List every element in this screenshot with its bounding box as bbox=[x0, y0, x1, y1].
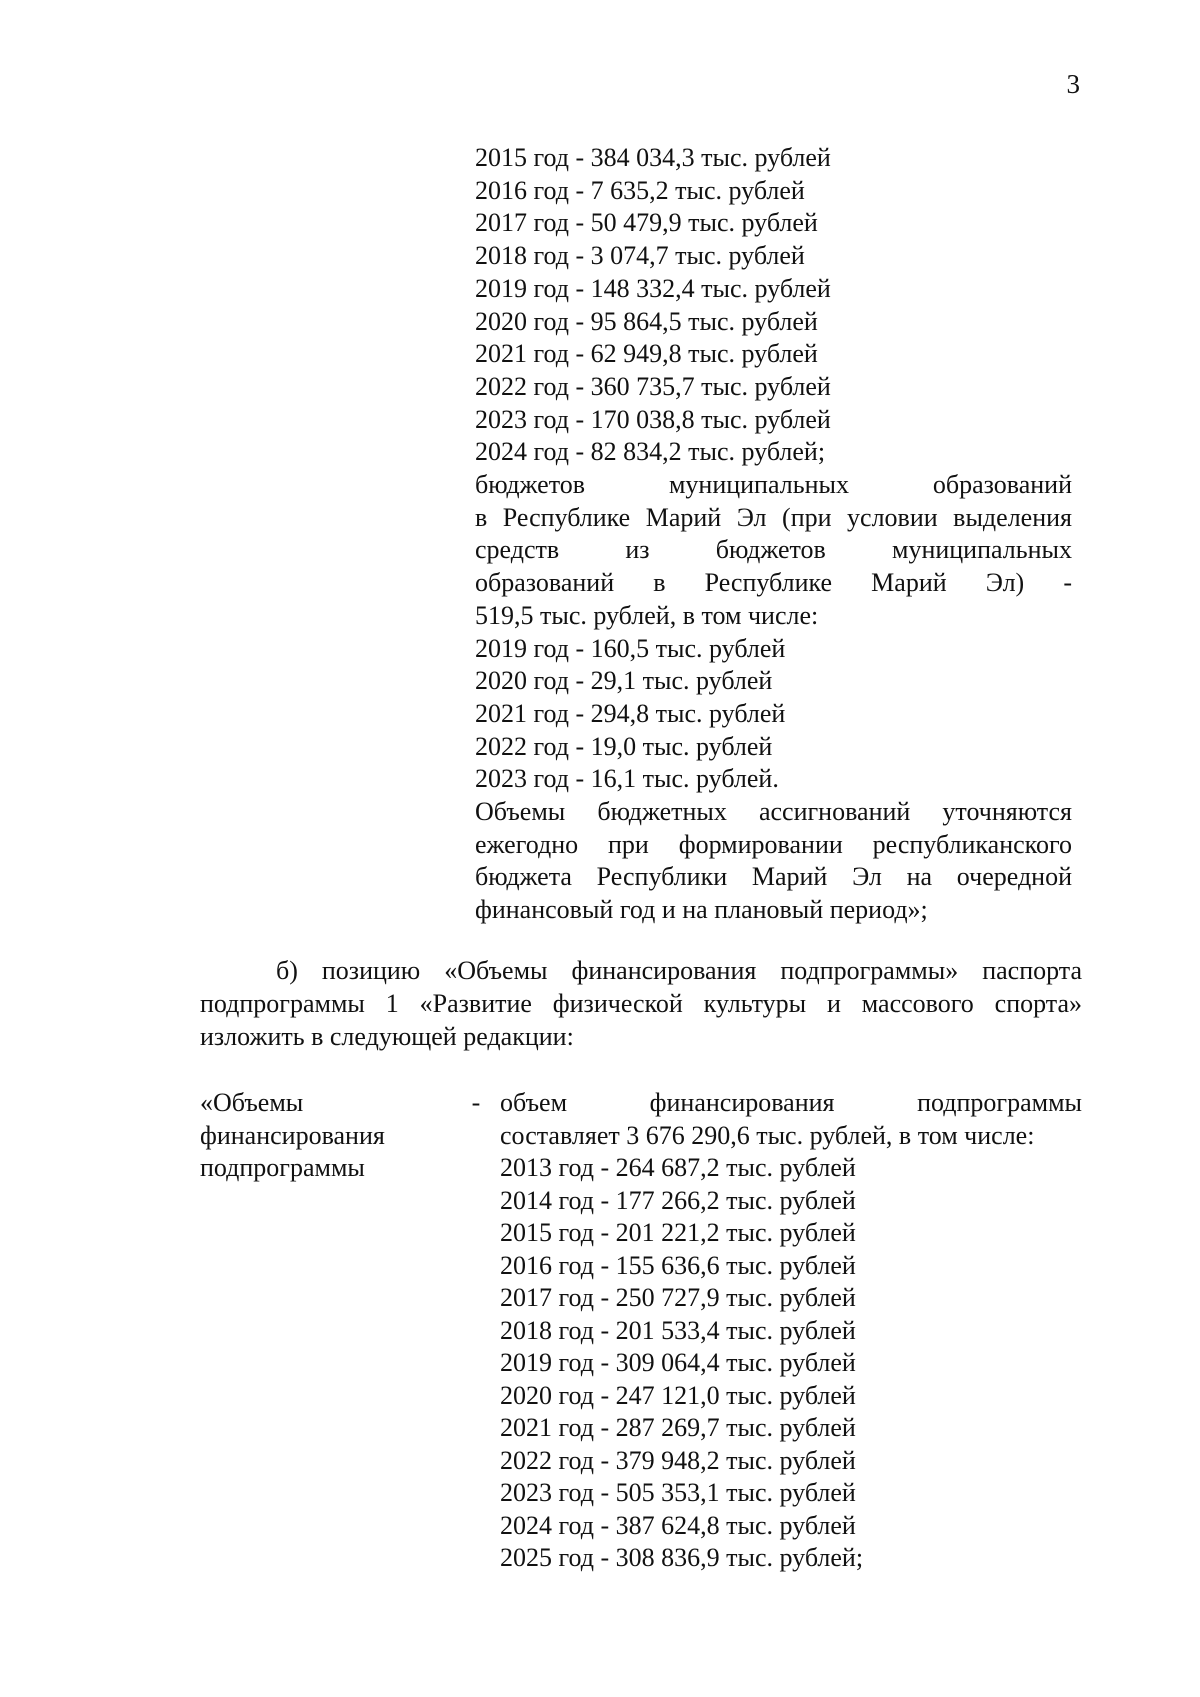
section-label-line: «Объемы bbox=[200, 1088, 304, 1117]
year-line: 2023 год - 16,1 тыс. рублей. bbox=[475, 764, 779, 794]
funding-continuation-block bbox=[475, 142, 1072, 927]
year-line: 2022 год - 360 735,7 тыс. рублей bbox=[475, 371, 831, 401]
year-line: 2015 год - 384 034,3 тыс. рублей bbox=[475, 143, 831, 172]
year-line: 2017 год - 50 479,9 тыс. рублей bbox=[475, 208, 818, 238]
year-line: 2020 год - 95 864,5 тыс. рублей bbox=[475, 306, 818, 336]
section-dash: - bbox=[471, 1088, 481, 1117]
year-line: 2015 год - 201 221,2 тыс. рублей bbox=[500, 1218, 856, 1247]
closing-text-line: ежегодно при формировании республиканского bbox=[475, 829, 1072, 859]
year-line: 2021 год - 62 949,8 тыс. рублей bbox=[475, 339, 818, 369]
section-intro-line: объем финансирования подпрограммы bbox=[500, 1088, 1082, 1117]
closing-text-line: финансовый год и на плановый период»; bbox=[475, 895, 928, 925]
section-label-line: финансирования bbox=[200, 1120, 385, 1150]
paragraph-b-text: б) позицию «Объемы финансирования подпрограммы» паспорта подпрограммы 1 «Развитие физической культуры и массового спорта» изложить в следующей редакции: bbox=[200, 956, 1082, 1051]
year-line: 2022 год - 19,0 тыс. рублей bbox=[475, 731, 773, 761]
year-line: 2017 год - 250 727,9 тыс. рублей bbox=[500, 1283, 856, 1312]
municipal-text-line: в Республике Марий Эл (при условии выделения bbox=[475, 502, 1072, 532]
municipal-text-line: бюджетов муниципальных образований bbox=[475, 470, 1072, 500]
year-line: 2022 год - 379 948,2 тыс. рублей bbox=[500, 1445, 856, 1475]
year-line: 2018 год - 201 533,4 тыс. рублей bbox=[500, 1315, 856, 1345]
year-line: 2025 год - 308 836,9 тыс. рублей; bbox=[500, 1543, 864, 1572]
closing-text-line: бюджета Республики Марий Эл на очередной bbox=[475, 862, 1072, 892]
year-line: 2016 год - 155 636,6 тыс. рублей bbox=[500, 1250, 856, 1280]
year-line: 2024 год - 82 834,2 тыс. рублей; bbox=[475, 437, 826, 467]
year-line: 2021 год - 287 269,7 тыс. рублей bbox=[500, 1413, 856, 1442]
municipal-text-line: образований в Республике Марий Эл) - bbox=[475, 568, 1072, 598]
page-number: 3 bbox=[1066, 69, 1080, 99]
year-line: 2014 год - 177 266,2 тыс. рублей bbox=[500, 1185, 856, 1215]
section-label-line: подпрограммы bbox=[200, 1153, 365, 1182]
year-line: 2019 год - 148 332,4 тыс. рублей bbox=[475, 273, 831, 303]
year-line: 2020 год - 29,1 тыс. рублей bbox=[475, 666, 773, 696]
year-line: 2019 год - 160,5 тыс. рублей bbox=[475, 633, 786, 663]
year-line: 2019 год - 309 064,4 тыс. рублей bbox=[500, 1348, 856, 1377]
section-label bbox=[200, 1087, 460, 1185]
municipal-text-line: средств из бюджетов муниципальных bbox=[475, 535, 1072, 565]
section-intro-line: составляет 3 676 290,6 тыс. рублей, в том числе: bbox=[500, 1120, 1035, 1150]
year-line: 2013 год - 264 687,2 тыс. рублей bbox=[500, 1153, 856, 1182]
section-values bbox=[500, 1087, 1082, 1575]
closing-text-line: Объемы бюджетных ассигнований уточняются bbox=[475, 797, 1072, 827]
municipal-text-line: 519,5 тыс. рублей, в том числе: bbox=[475, 600, 819, 630]
year-line: 2018 год - 3 074,7 тыс. рублей bbox=[475, 241, 805, 271]
year-line: 2021 год - 294,8 тыс. рублей bbox=[475, 698, 786, 728]
year-line: 2020 год - 247 121,0 тыс. рублей bbox=[500, 1380, 856, 1410]
year-line: 2016 год - 7 635,2 тыс. рублей bbox=[475, 175, 805, 205]
year-line: 2023 год - 170 038,8 тыс. рублей bbox=[475, 404, 831, 434]
paragraph-b bbox=[200, 954, 1082, 1053]
year-line: 2024 год - 387 624,8 тыс. рублей bbox=[500, 1510, 856, 1540]
year-line: 2023 год - 505 353,1 тыс. рублей bbox=[500, 1478, 856, 1507]
